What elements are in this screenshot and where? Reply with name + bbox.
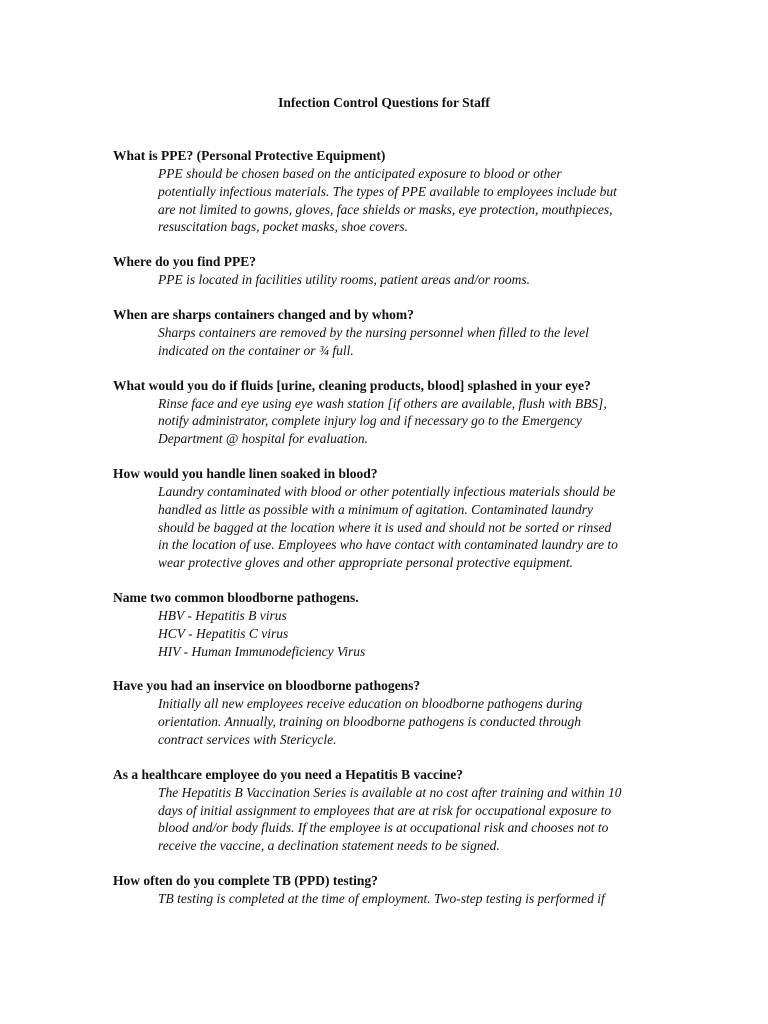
qa-item [113,465,693,572]
qa-item [113,766,693,855]
answer-line: Initially all new employees receive education on bloodborne pathogens during [158,696,583,712]
answer-line: days of initial assignment to employees that are at risk for occupational exposure to [158,802,612,818]
answer-line: HIV - Human Immunodeficiency Virus [158,643,366,659]
answer-text [158,483,693,572]
answer-text [158,607,693,660]
answer-text [158,324,693,360]
answer-line: HCV - Hepatitis C virus [158,625,289,641]
answer-line: resuscitation bags, pocket masks, shoe covers. [158,219,408,235]
answer-line: HBV - Hepatitis B virus [158,607,287,623]
answer-line: Laundry contaminated with blood or other potentially infectious materials should be [158,483,616,499]
qa-item [113,872,693,908]
question-heading: What would you do if fluids [urine, cleaning products, blood] splashed in your eye? [113,377,591,393]
answer-line: TB testing is completed at the time of employment. Two-step testing is performed if [158,890,605,906]
question-heading: How often do you complete TB (PPD) testing? [113,872,378,888]
answer-line: The Hepatitis B Vaccination Series is available at no cost after training and within 10 [158,784,622,800]
answer-line: wear protective gloves and other appropriate personal protective equipment. [158,555,574,571]
answer-line: in the location of use. Employees who have contact with contaminated laundry are to [158,537,618,553]
answer-line: potentially infectious materials. The types of PPE available to employees include but [158,183,617,199]
answer-line: PPE should be chosen based on the anticipated exposure to blood or other [158,166,562,181]
answer-text [158,890,693,908]
question-heading: Where do you find PPE? [113,254,257,270]
page-title: Infection Control Questions for Staff [278,95,490,110]
question-heading: When are sharps containers changed and by whom? [113,306,414,322]
answer-line: notify administrator, complete injury log and if necessary go to the Emergency [158,413,582,429]
qa-item [113,677,693,748]
answer-line: handled as little as possible with a minimum of agitation. Contaminated laundry [158,501,593,517]
question-heading: Have you had an inservice on bloodborne pathogens? [113,678,421,694]
qa-item [113,306,693,360]
answer-line: indicated on the container or ¾ full. [158,342,354,358]
answer-text [158,165,693,236]
qa-item [113,589,693,660]
qa-item [113,377,693,448]
answer-line: Rinse face and eye using eye wash station [if others are available, flush with BBS], [158,395,607,411]
answer-line: are not limited to gowns, gloves, face shields or masks, eye protection, mouthpieces, [158,201,613,217]
answer-line: receive the vaccine, a declination statement needs to be signed. [158,838,500,854]
answer-text [158,784,693,855]
qa-item [113,147,693,236]
answer-line: contract services with Stericycle. [158,731,337,747]
answer-line: Sharps containers are removed by the nursing personnel when filled to the level [158,324,589,340]
answer-text [158,395,693,448]
answer-line: PPE is located in facilities utility rooms, patient areas and/or rooms. [158,272,530,288]
answer-text [158,695,693,748]
question-heading: What is PPE? (Personal Protective Equipment) [113,148,386,163]
qa-list [113,147,693,925]
question-heading: How would you handle linen soaked in blood? [113,465,378,481]
answer-line: blood and/or body fluids. If the employee is at occupational risk and chooses not to [158,820,609,836]
question-heading: Name two common bloodborne pathogens. [113,589,359,605]
answer-text [158,271,693,289]
qa-item [113,253,693,289]
answer-line: orientation. Annually, training on bloodborne pathogens is conducted through [158,714,581,730]
answer-line: should be bagged at the location where it is used and should not be sorted or rinsed [158,519,612,535]
answer-line: Department @ hospital for evaluation. [158,431,369,447]
question-heading: As a healthcare employee do you need a Hepatitis B vaccine? [113,766,463,782]
